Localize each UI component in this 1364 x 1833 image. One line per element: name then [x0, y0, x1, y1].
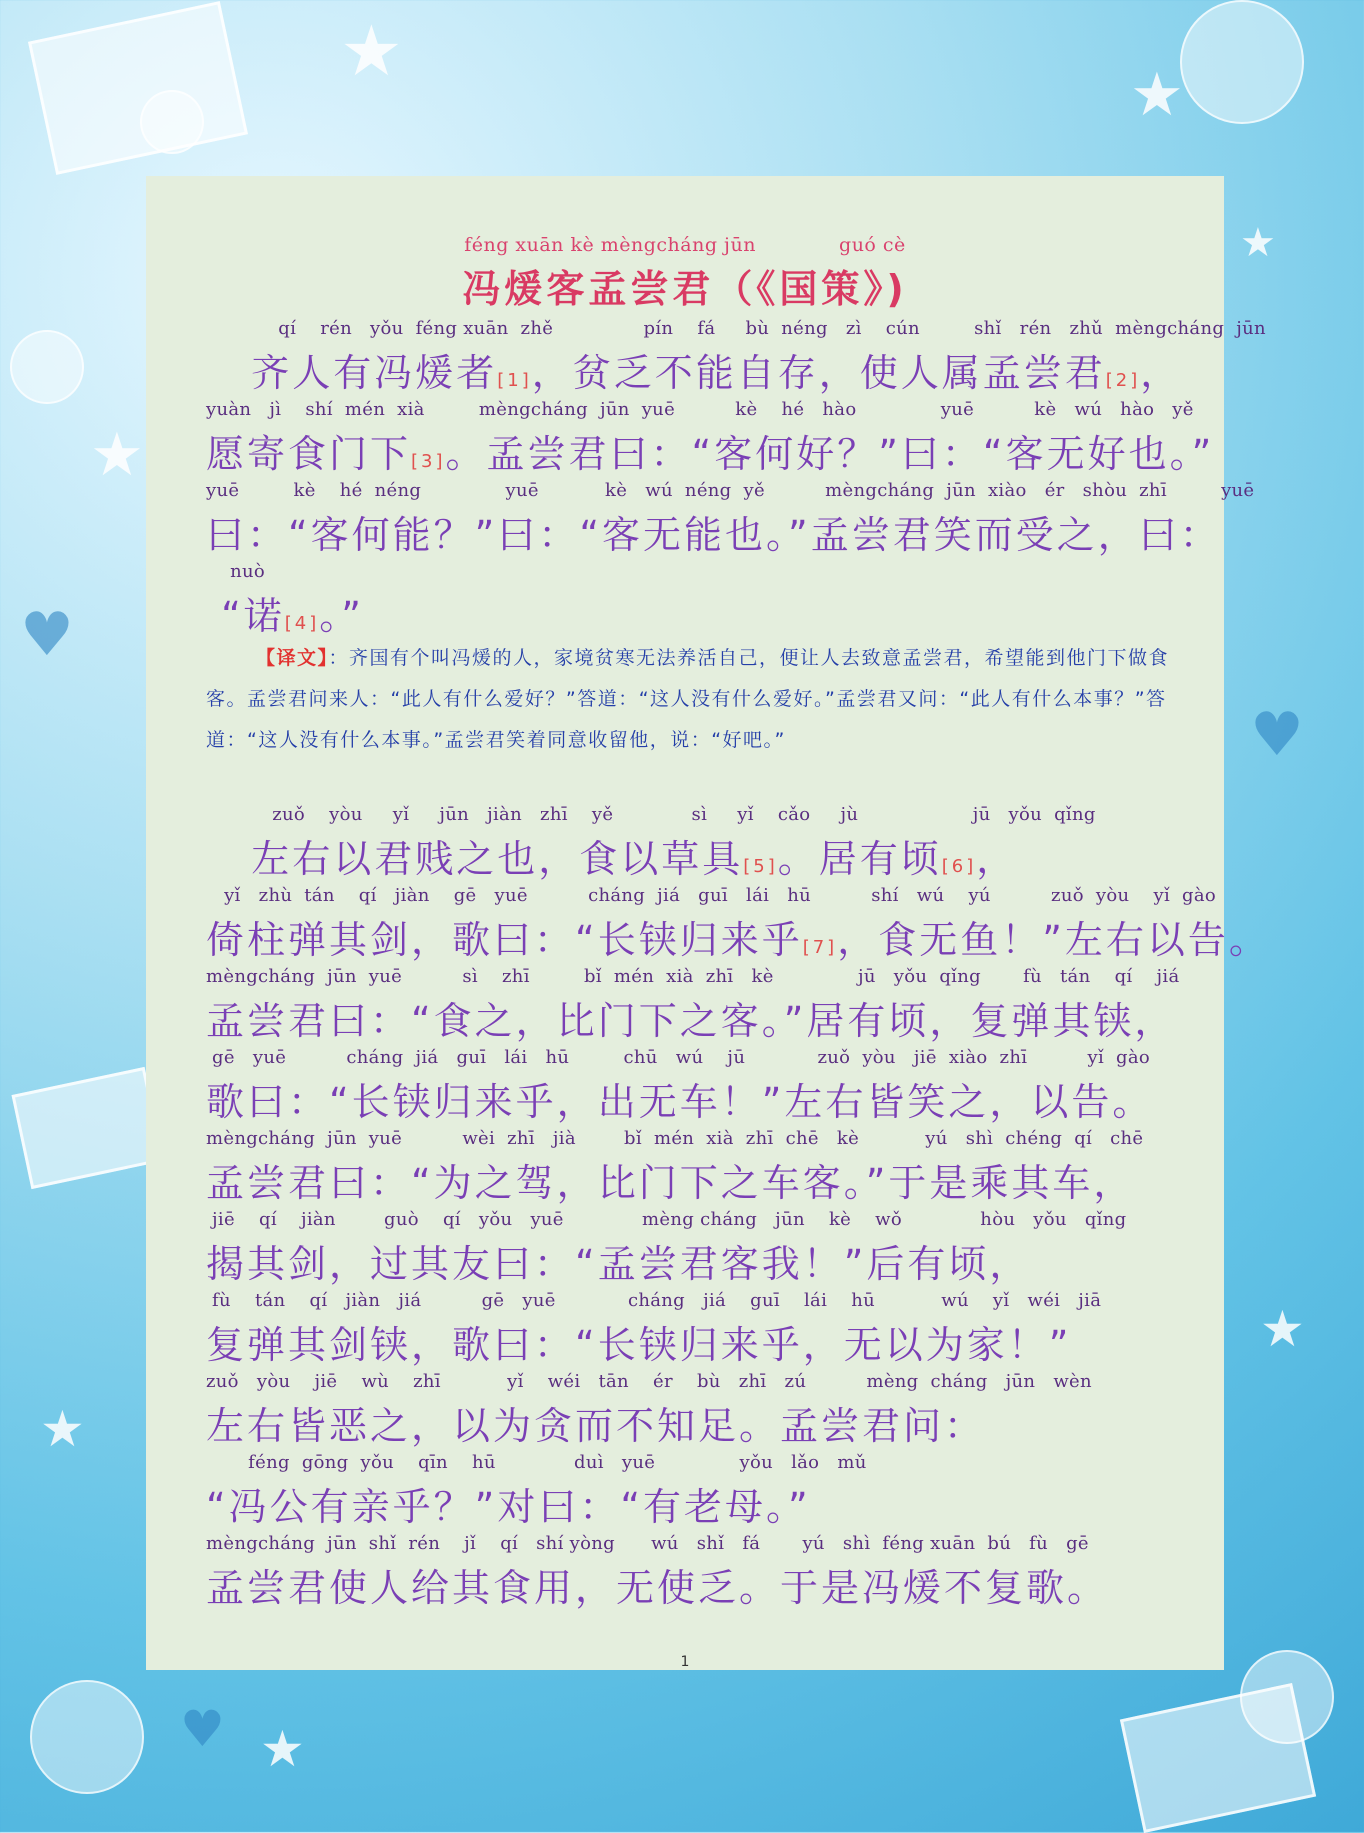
star-decoration: ★ [340, 10, 403, 92]
star-decoration: ★ [90, 420, 144, 490]
pinyin-line: zuǒ yòu jiē wù zhī yǐ wéi tān ér bù zhī zú mèng cháng jūn wèn [206, 1371, 1092, 1392]
paragraph-2 [206, 804, 1270, 1614]
pinyin-line: yuàn jì shí mén xià mèngcháng jūn yuē kè hé hào yuē kè wú hào yě [206, 399, 1194, 420]
footnote-marker: [4] [284, 613, 320, 634]
text-line [206, 1452, 1176, 1533]
footnote-marker: [6] [941, 856, 977, 877]
star-decoration: ★ [1240, 220, 1276, 266]
hanzi-line: 曰：“客何能？”曰：“客无能也。”孟尝君笑而受之，曰： [206, 513, 1221, 557]
title-pinyin-left: féng xuān kè mèngcháng jūn [464, 234, 756, 256]
bubble-decoration [1240, 1650, 1334, 1744]
text-line [206, 1371, 1176, 1452]
pinyin-line: yǐ zhù tán qí jiàn gē yuē cháng jiá guī lái hū shí wú yú zuǒ yòu yǐ gào [206, 885, 1217, 906]
heart-decoration: ♥ [1250, 700, 1304, 770]
pinyin-line: nuò [206, 561, 266, 582]
text-line [206, 561, 1176, 642]
title-block [146, 234, 1224, 313]
envelope-decoration [12, 1067, 165, 1189]
hanzi-line: 倚柱弹其剑，歌曰：“长铗归来乎[7]，食无鱼！”左右以告。 [206, 918, 1270, 962]
text-line [206, 885, 1270, 966]
pinyin-line: qí rén yǒu féng xuān zhě pín fá bù néng zì cún shǐ rén zhǔ mèngcháng jūn [206, 318, 1266, 339]
heart-decoration: ♥ [20, 600, 74, 670]
title-pinyin-right: guó cè [839, 234, 906, 256]
pinyin-line: yuē kè hé néng yuē kè wú néng yě mèngcháng jūn xiào ér shòu zhī yuē [206, 480, 1255, 501]
text-line [206, 1290, 1176, 1371]
text-line [206, 480, 1255, 561]
translation-label: 【译文】 [256, 647, 329, 669]
bubble-decoration [140, 90, 204, 154]
text-line [206, 1533, 1176, 1614]
paragraph-1 [206, 318, 1266, 642]
hanzi-line: 揭其剑，过其友曰：“孟尝君客我！”后有顷， [206, 1242, 1031, 1286]
text-line [206, 318, 1266, 399]
pinyin-line: fù tán qí jiàn jiá gē yuē cháng jiá guī lái hū wú yǐ wéi jiā [206, 1290, 1102, 1311]
star-decoration: ★ [40, 1400, 85, 1458]
page-number: 1 [680, 1654, 690, 1670]
hanzi-line: 愿寄食门下[3]。孟尝君曰：“客何好？”曰：“客无好也。” [206, 432, 1215, 476]
hanzi-line: 孟尝君曰：“食之，比门下之客。”居有顷，复弹其铗， [206, 999, 1176, 1043]
footnote-marker: [2] [1105, 370, 1141, 391]
footnote-marker: [5] [743, 856, 778, 877]
bubble-decoration [30, 1680, 144, 1794]
hanzi-line: 复弹其剑铗，歌曰：“长铗归来乎，无以为家！” [206, 1323, 1072, 1367]
hanzi-line: 左右皆恶之，以为贪而不知足。孟尝君问： [206, 1404, 986, 1448]
bubble-decoration [10, 330, 84, 404]
translation-block [206, 638, 1176, 761]
hanzi-line: 歌曰：“长铗归来乎，出无车！”左右皆笑之，以告。 [206, 1080, 1154, 1124]
document-page [146, 176, 1270, 1670]
envelope-decoration [1120, 1683, 1316, 1833]
pinyin-line: zuǒ yòu yǐ jūn jiàn zhī yě sì yǐ cǎo jù jū yǒu qǐng [206, 804, 1096, 825]
hanzi-line: 孟尝君使人给其食用，无使乏。于是冯煖不复歌。 [206, 1566, 1109, 1610]
footnote-marker: [1] [497, 370, 532, 391]
envelope-decoration [28, 1, 248, 175]
text-line [206, 1128, 1176, 1209]
footnote-marker: [3] [411, 451, 446, 472]
heart-decoration: ♥ [180, 1700, 225, 1758]
pinyin-line: mèngcháng jūn yuē wèi zhī jià bǐ mén xià zhī chē kè yú shì chéng qí chē [206, 1128, 1144, 1149]
pinyin-line: féng gōng yǒu qīn hū duì yuē yǒu lǎo mǔ [206, 1452, 867, 1473]
hanzi-line: 左右以君贱之也，食以草具[5]。居有顷[6]， [206, 837, 1018, 881]
title-pinyin [146, 234, 1224, 256]
translation-text: ：齐国有个叫冯煖的人，家境贫寒无法养活自己，便让人去致意孟尝君，希望能到他门下做食客。孟尝君问来人：“此人有什么爱好？”答道：“这人没有什么爱好。”孟尝君又问：“此人有什么本事？”答道：“这人没有什么本事。”孟尝君笑着同意收留他，说：“好吧。” [206, 647, 1170, 751]
text-line [206, 966, 1180, 1047]
pinyin-line: gē yuē cháng jiá guī lái hū chū wú jū zuǒ yòu jiē xiào zhī yǐ gào [206, 1047, 1151, 1068]
page-title: 冯煖客孟尝君（《国策》) [462, 267, 908, 311]
hanzi-line: 齐人有冯煖者[1]，贫乏不能自存，使人属孟尝君[2]， [206, 351, 1182, 395]
hanzi-line: “冯公有亲乎？”对曰：“有老母。” [206, 1485, 811, 1529]
hanzi-line: “诺[4]。” [206, 594, 364, 638]
star-decoration: ★ [1130, 60, 1184, 130]
pinyin-line: jiē qí jiàn guò qí yǒu yuē mèng cháng jūn kè wǒ hòu yǒu qǐng [206, 1209, 1127, 1230]
text-line [206, 399, 1215, 480]
text-line [206, 804, 1176, 885]
text-line [206, 1209, 1176, 1290]
footnote-marker: [7] [802, 937, 838, 958]
pinyin-line: mèngcháng jūn yuē sì zhī bǐ mén xià zhī kè jū yǒu qǐng fù tán qí jiá [206, 966, 1180, 987]
star-decoration: ★ [260, 1720, 305, 1778]
text-line [206, 1047, 1176, 1128]
hanzi-line: 孟尝君曰：“为之驾，比门下之车客。”于是乘其车， [206, 1161, 1135, 1205]
star-decoration: ★ [1260, 1300, 1305, 1358]
pinyin-line: mèngcháng jūn shǐ rén jǐ qí shí yòng wú shǐ fá yú shì féng xuān bú fù gē [206, 1533, 1089, 1554]
bubble-decoration [1180, 0, 1304, 124]
